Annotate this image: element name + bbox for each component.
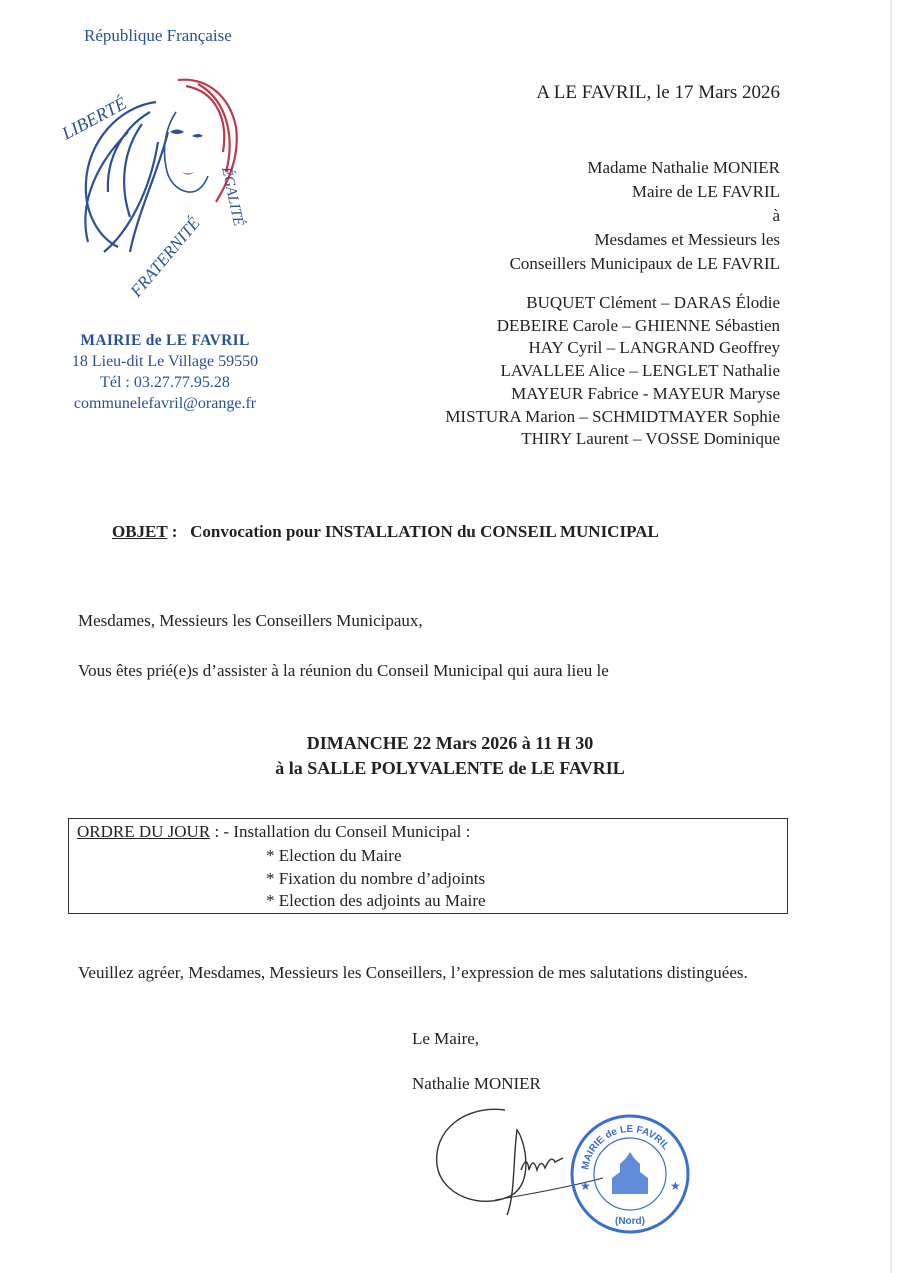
date-line: A LE FAVRIL, le 17 Mars 2026 bbox=[536, 82, 780, 103]
fraternite-word: FRATERNITÉ bbox=[126, 213, 204, 301]
invitation-paragraph: Vous êtes prié(e)s d’assister à la réunion du Conseil Municipal qui aura lieu le bbox=[78, 661, 609, 680]
closing-formula: Veuillez agréer, Mesdames, Messieurs les Conseillers, l’expression de mes salutations distinguées. bbox=[78, 963, 748, 982]
eye-right bbox=[192, 134, 203, 138]
signatory-name: Nathalie MONIER bbox=[412, 1074, 541, 1093]
liberte-word: LIBERTÉ bbox=[58, 93, 130, 144]
councillor-pair: DEBEIRE Carole – GHIENNE Sébastien bbox=[496, 315, 780, 335]
meeting-date: DIMANCHE 22 Mars 2026 à 11 H 30 bbox=[306, 733, 594, 753]
recipient-block bbox=[510, 156, 780, 276]
recipient-line: Conseillers Municipaux de LE FAVRIL bbox=[509, 254, 780, 273]
stamp-region: (Nord) bbox=[615, 1216, 645, 1227]
agenda-item: * Fixation du nombre d’adjoints bbox=[266, 868, 486, 888]
councillor-pair: MISTURA Marion – SCHMIDTMAYER Sophie bbox=[445, 406, 780, 426]
star-right-icon: ★ bbox=[670, 1179, 681, 1193]
mairie-phone: Tél : 03.27.77.95.28 bbox=[100, 374, 230, 391]
councillor-pair: LAVALLEE Alice – LENGLET Nathalie bbox=[500, 361, 780, 381]
agenda-items bbox=[266, 845, 486, 913]
councillor-pair: HAY Cyril – LANGRAND Geoffrey bbox=[528, 338, 780, 358]
salutation: Mesdames, Messieurs les Conseillers Municipaux, bbox=[78, 611, 423, 630]
stamp-arc-text: MAIRIE de LE FAVRIL bbox=[580, 1123, 672, 1171]
signatory-title: Le Maire, bbox=[412, 1029, 480, 1048]
agenda-item: * Election du Maire bbox=[266, 846, 402, 865]
subject-separator: : bbox=[167, 522, 191, 541]
agenda-header bbox=[77, 822, 470, 842]
marianne-logo bbox=[58, 72, 258, 302]
mairie-address: 18 Lieu-dit Le Village 59550 bbox=[71, 353, 259, 370]
sender-title: Maire de LE FAVRIL bbox=[631, 182, 780, 201]
eye-left bbox=[170, 130, 184, 135]
agenda-intro: : - Installation du Conseil Municipal : bbox=[210, 822, 471, 841]
meeting-details bbox=[0, 731, 900, 781]
councillor-pair: MAYEUR Fabrice - MAYEUR Maryse bbox=[511, 383, 780, 403]
lips bbox=[182, 172, 194, 175]
recipient-connector: à bbox=[772, 206, 780, 225]
mairie-email[interactable]: communelefavril@orange.fr bbox=[73, 395, 257, 412]
subject-line bbox=[112, 522, 659, 542]
councillors-list bbox=[445, 292, 780, 451]
recipient-line: Mesdames et Messieurs les bbox=[594, 230, 780, 249]
subject-text: Convocation pour INSTALLATION du CONSEIL MUNICIPAL bbox=[190, 522, 659, 541]
mairie-contact-block bbox=[40, 330, 290, 414]
official-stamp bbox=[568, 1112, 692, 1236]
agenda-item: * Election des adjoints au Maire bbox=[266, 891, 486, 910]
councillor-pair: THIRY Laurent – VOSSE Dominique bbox=[521, 429, 780, 449]
agenda-box bbox=[68, 818, 788, 914]
egalite-word: ÉGALITÉ bbox=[218, 165, 247, 228]
republic-label: République Française bbox=[84, 26, 232, 45]
town-hall-icon bbox=[612, 1152, 648, 1194]
subject-label: OBJET bbox=[112, 522, 168, 541]
mairie-name: MAIRIE de LE FAVRIL bbox=[80, 332, 250, 349]
face-outline bbox=[164, 112, 208, 192]
sender-name: Madame Nathalie MONIER bbox=[587, 158, 780, 177]
scan-edge-divider bbox=[890, 0, 892, 1273]
councillor-pair: BUQUET Clément – DARAS Élodie bbox=[526, 293, 780, 312]
meeting-place: à la SALLE POLYVALENTE de LE FAVRIL bbox=[275, 758, 625, 778]
star-left-icon: ★ bbox=[580, 1179, 591, 1193]
agenda-label: ORDRE DU JOUR bbox=[77, 822, 211, 841]
